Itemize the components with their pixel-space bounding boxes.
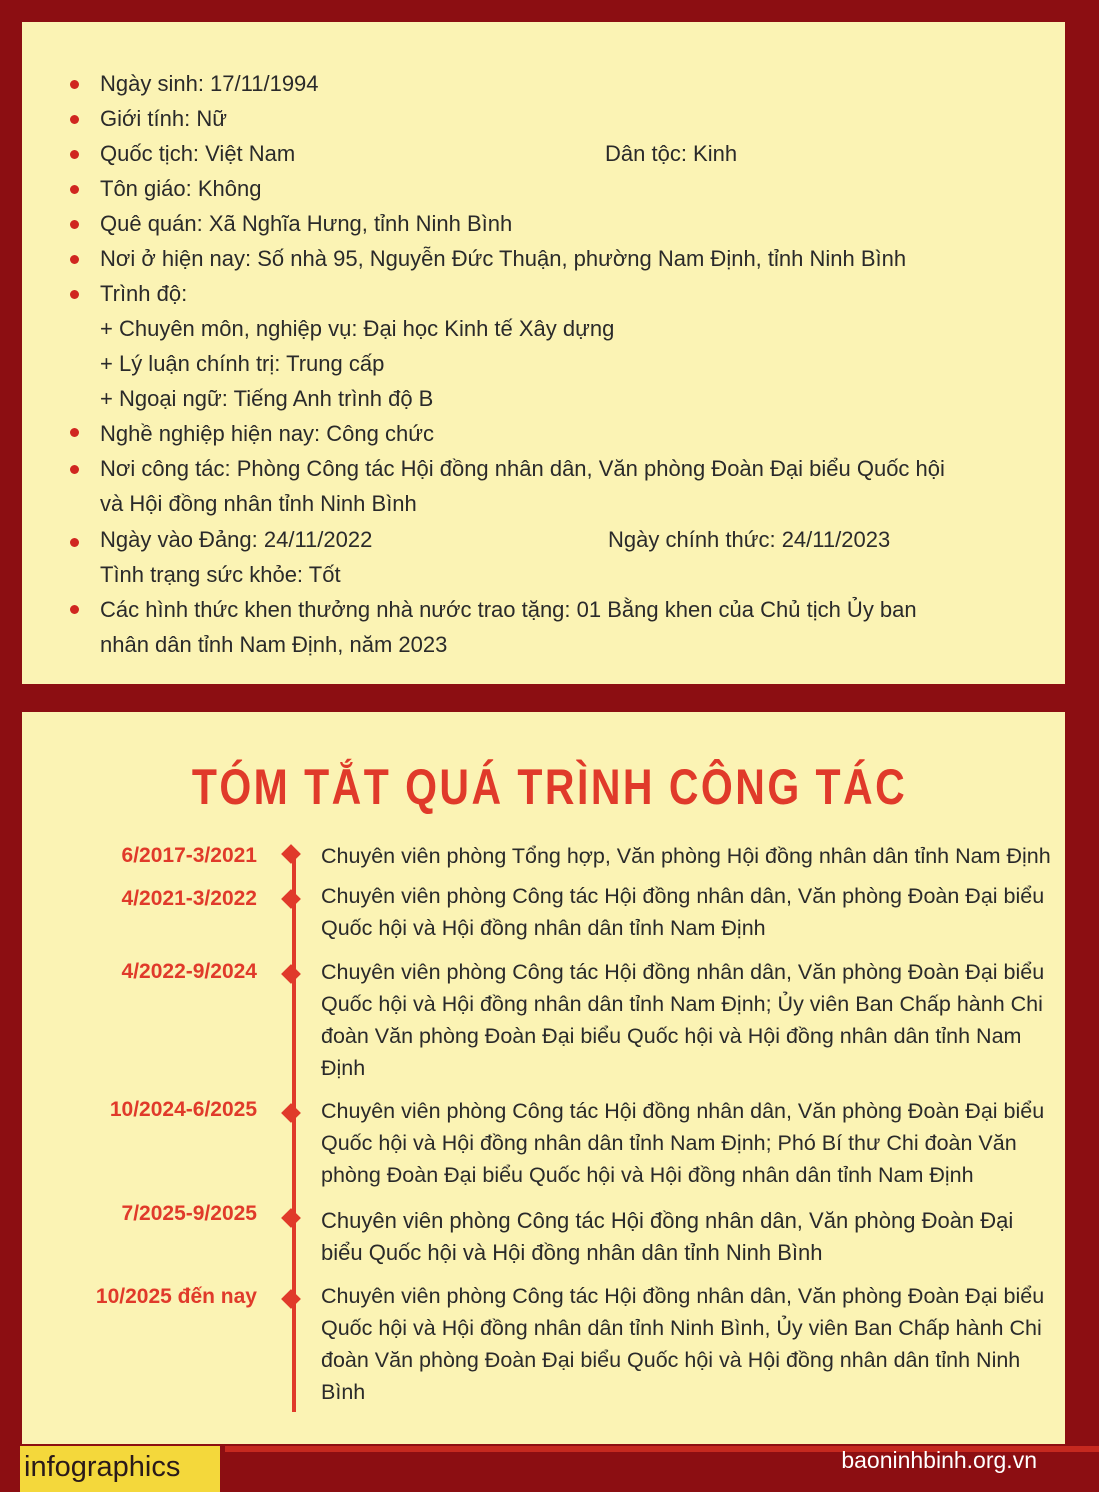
timeline-period: 4/2022-9/2024: [121, 960, 257, 983]
timeline-period: 6/2017-3/2021: [121, 844, 257, 867]
birth-date: Ngày sinh: 17/11/1994: [100, 71, 319, 96]
bullet-icon: [70, 80, 79, 89]
education-specialty: + Chuyên môn, nghiệp vụ: Đại học Kinh tế Xây dựng: [100, 316, 615, 341]
bullet-icon: [70, 150, 79, 159]
bullet-icon: [70, 220, 79, 229]
education-label: Trình độ:: [100, 281, 188, 306]
career-title: TÓM TẮT QUÁ TRÌNH CÔNG TÁC: [191, 759, 908, 815]
bullet-icon: [70, 185, 79, 194]
bullet-icon: [70, 115, 79, 124]
bullet-icon: [70, 538, 79, 547]
religion: Tôn giáo: Không: [100, 176, 262, 201]
footer-label: infographics: [24, 1451, 181, 1483]
workplace-line1: Nơi công tác: Phòng Công tác Hội đồng nhân dân, Văn phòng Đoàn Đại biểu Quốc hội: [100, 456, 945, 481]
timeline-description: Chuyên viên phòng Công tác Hội đồng nhân dân, Văn phòng Đoàn Đại biểu Quốc hội và Hội đồng nhân dân tỉnh Nam Định; Ủy viên Ban Chấp hành Chi đoàn Văn phòng Đoàn Đại biểu Quốc hội và Hội đồng nhân dân tỉnh Nam Định: [321, 960, 1045, 1080]
health: Tình trạng sức khỏe: Tốt: [100, 562, 341, 587]
timeline-line: [292, 852, 296, 1412]
bullet-icon: [70, 255, 79, 264]
residence: Nơi ở hiện nay: Số nhà 95, Nguyễn Đức Thuận, phường Nam Định, tỉnh Ninh Bình: [100, 246, 907, 271]
education-language: + Ngoại ngữ: Tiếng Anh trình độ B: [100, 386, 434, 411]
nationality: Quốc tịch: Việt Nam: [100, 141, 296, 166]
bullet-icon: [70, 605, 79, 614]
bullet-icon: [70, 290, 79, 299]
occupation: Nghề nghiệp hiện nay: Công chức: [100, 421, 434, 446]
timeline-period: 10/2025 đến nay: [95, 1285, 257, 1308]
timeline-period: 10/2024-6/2025: [109, 1098, 257, 1121]
bullet-icon: [70, 465, 79, 474]
timeline-description: Chuyên viên phòng Công tác Hội đồng nhân dân, Văn phòng Đoàn Đại biểu Quốc hội và Hội đồng nhân dân tỉnh Ninh Bình: [321, 1208, 1014, 1265]
party-official: Ngày chính thức: 24/11/2023: [608, 527, 891, 552]
education-political: + Lý luận chính trị: Trung cấp: [100, 351, 385, 376]
timeline-period: 4/2021-3/2022: [121, 887, 257, 910]
awards-line1: Các hình thức khen thưởng nhà nước trao tặng: 01 Bằng khen của Chủ tịch Ủy ban: [100, 597, 917, 622]
footer-url[interactable]: baoninhbinh.org.vn: [841, 1447, 1037, 1473]
ethnicity: Dân tộc: Kinh: [605, 141, 738, 166]
timeline-description: Chuyên viên phòng Công tác Hội đồng nhân dân, Văn phòng Đoàn Đại biểu Quốc hội và Hội đồng nhân dân tỉnh Nam Định: [321, 884, 1045, 940]
timeline-description: Chuyên viên phòng Công tác Hội đồng nhân dân, Văn phòng Đoàn Đại biểu Quốc hội và Hội đồng nhân dân tỉnh Ninh Bình, Ủy viên Ban Chấp hành Chi đoàn Văn phòng Đoàn Đại biểu Quốc hội và Hội đồng nhân dân tỉnh Ninh Bình: [321, 1284, 1045, 1404]
bullet-icon: [70, 428, 79, 437]
timeline-description: Chuyên viên phòng Tổng hợp, Văn phòng Hội đồng nhân dân tỉnh Nam Định: [321, 844, 1051, 868]
timeline-description: Chuyên viên phòng Công tác Hội đồng nhân dân, Văn phòng Đoàn Đại biểu Quốc hội và Hội đồng nhân dân tỉnh Nam Định; Phó Bí thư Chi đoàn Văn phòng Đoàn Đại biểu Quốc hội và Hội đồng nhân dân tỉnh Nam Định: [321, 1099, 1045, 1187]
timeline-period: 7/2025-9/2025: [121, 1202, 257, 1225]
awards-line2: nhân dân tỉnh Nam Định, năm 2023: [100, 632, 448, 657]
workplace-line2: và Hội đồng nhân tỉnh Ninh Bình: [100, 491, 417, 516]
gender: Giới tính: Nữ: [100, 106, 227, 131]
hometown: Quê quán: Xã Nghĩa Hưng, tỉnh Ninh Bình: [100, 211, 513, 236]
party-join: Ngày vào Đảng: 24/11/2022: [100, 527, 373, 552]
